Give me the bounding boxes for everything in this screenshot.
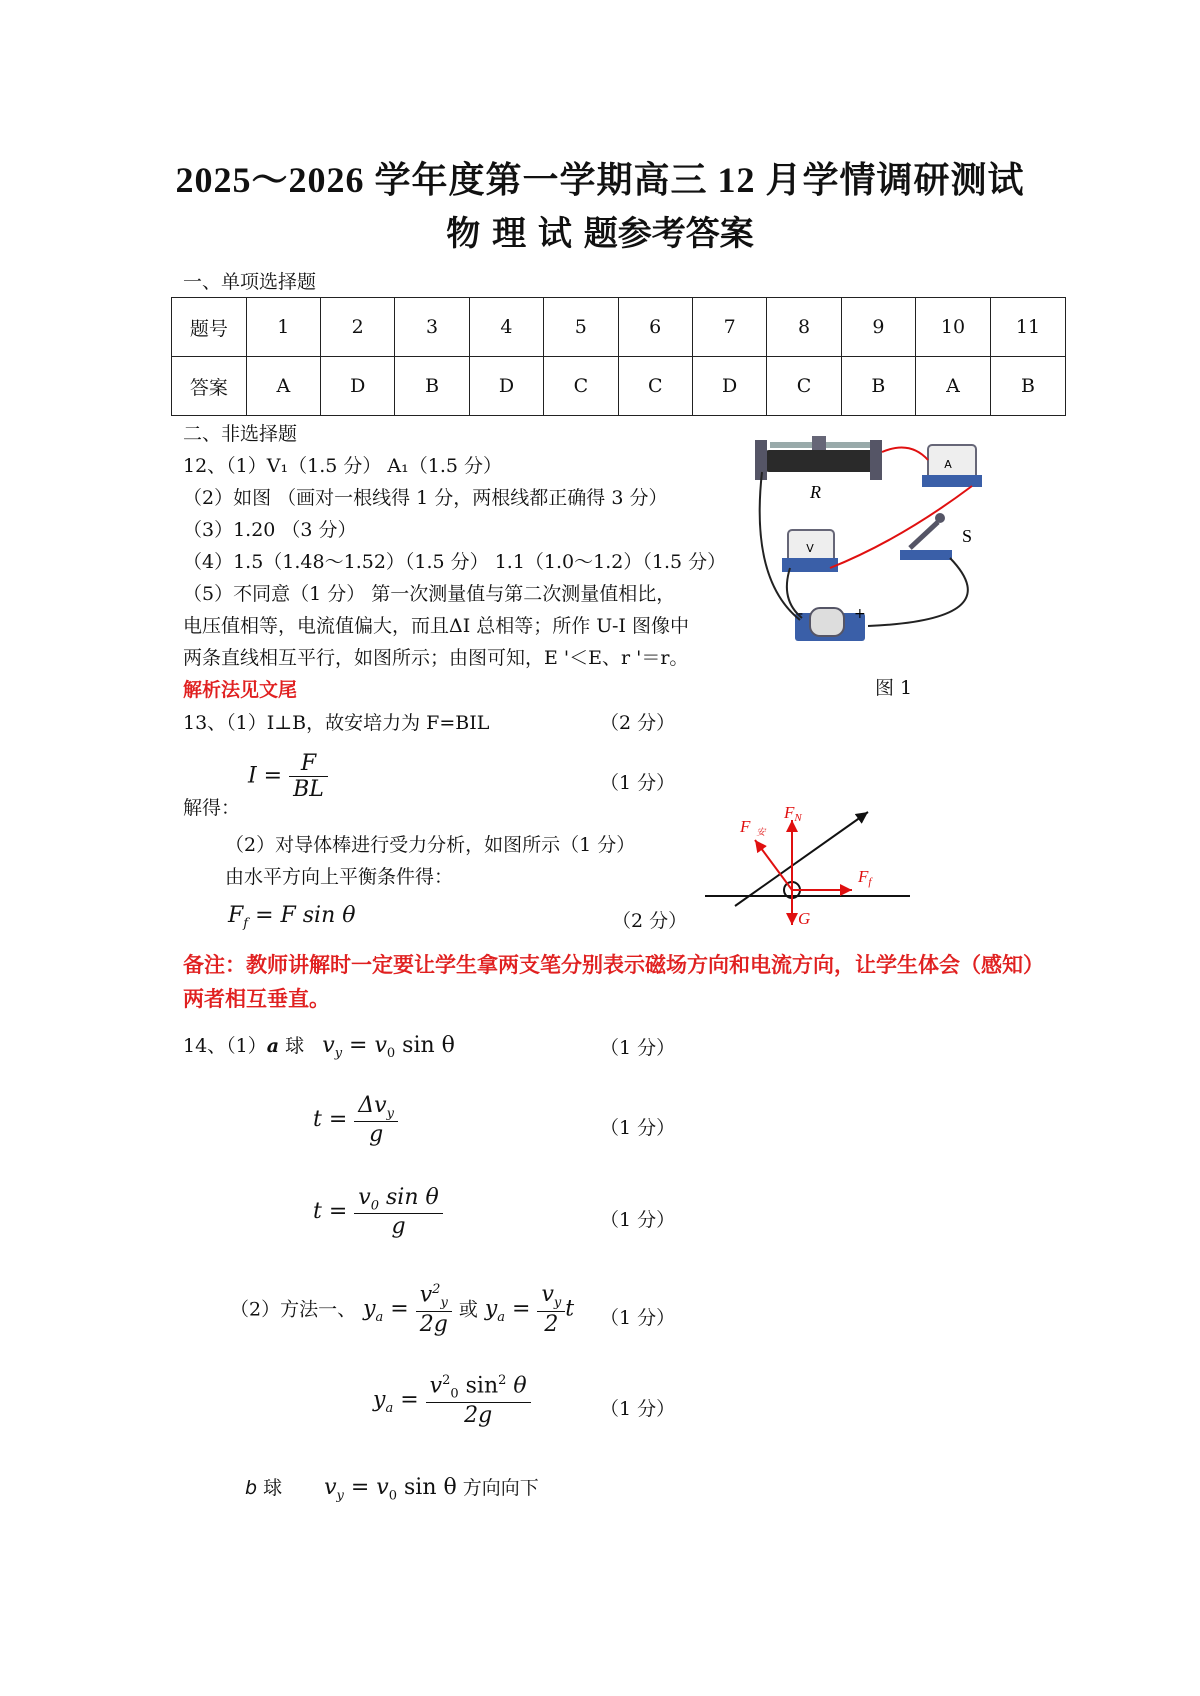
q12-line-1: 12、（1）V₁（1.5 分） A₁（1.5 分） (183, 455, 502, 477)
voltmeter-icon (782, 530, 838, 572)
q13-equation-1: I = $\frac{F}{BL}$ (248, 751, 328, 802)
wire (868, 558, 968, 626)
table-row (172, 357, 1066, 416)
q13-line-3: （2）对导体棒进行受力分析，如图所示（1 分） (225, 834, 636, 856)
table-cell: C (767, 357, 841, 416)
section-heading-2: 二、非选择题 (183, 423, 298, 445)
table-header-cell: 题号 (172, 298, 247, 357)
q14-line-1: 14、（1）a 球 $v_y = v_0$ sin θ (183, 1033, 455, 1061)
q13-equation-2: $F_f = F$ sin θ (228, 903, 356, 932)
q12-line-2: （2）如图 （画对一根线得 1 分，两根线都正确得 3 分） (183, 487, 668, 509)
q12-line-6: 电压值相等，电流值偏大，而且ΔI 总相等；所作 U-I 图像中 (183, 615, 689, 637)
table-cell: C (618, 357, 692, 416)
label-R: R (810, 482, 821, 502)
table-cell: 9 (841, 298, 915, 357)
label-FN: FN (784, 803, 802, 824)
q12-line-3: （3）1.20 （3 分） (183, 519, 357, 541)
q13-line-1: 13、（1）I⊥B，故安培力为 F=BIL (183, 712, 490, 734)
table-cell: D (320, 357, 394, 416)
page-subtitle: 物 理 试 题参考答案 (446, 214, 754, 254)
fraction: $\frac{v_0 \sin \theta}{g}$ (354, 1185, 442, 1239)
table-cell: D (469, 357, 543, 416)
q14-score-5: （1 分） (600, 1398, 676, 1420)
label-S: S (962, 526, 973, 546)
teacher-note: 备注：教师讲解时一定要让学生拿两支笔分别表示磁场方向和电流方向，让学生体会（感知）两者相互垂直。 (183, 953, 1044, 1011)
q14-equation-ya: $y_a$ = $\frac{v^2_0 \sin^2 \theta}{2g}$ (373, 1373, 531, 1428)
table-row (172, 298, 1066, 357)
q14-score-2: （1 分） (600, 1117, 676, 1139)
q14-method-1: （2）方法一、 $y_a$ = $\frac{v^2_y}{2g}$ 或 $y_a$ = $\frac{v_y}{2}$ t (230, 1282, 575, 1337)
q13-solve-label: 解得： (183, 797, 241, 819)
q14-equation-t1: t = $\frac{\Delta v_y}{g}$ (313, 1093, 398, 1147)
q12-line-5: （5）不同意（1 分） 第一次测量值与第二次测量值相比， (183, 583, 676, 605)
q13-score-2: （1 分） (600, 772, 676, 794)
q12-red-note: 解析法见文尾 (183, 679, 298, 701)
q14-score-3: （1 分） (600, 1209, 676, 1231)
table-cell: B (395, 357, 469, 416)
label-Ff: Ff (858, 867, 872, 888)
q12-line-4: （4）1.5（1.48～1.52）（1.5 分） 1.1（1.0～1.2）（1.5 分） (183, 551, 727, 573)
table-cell: 2 (320, 298, 394, 357)
q13-score-1: （2 分） (600, 712, 676, 734)
table-cell: 10 (916, 298, 991, 357)
table-header-cell: 答案 (172, 357, 247, 416)
q13-score-3: （2 分） (612, 910, 688, 932)
table-cell: B (991, 357, 1066, 416)
table-cell: 11 (991, 298, 1066, 357)
force-diagram (700, 800, 920, 930)
table-cell: 3 (395, 298, 469, 357)
fraction: $\frac{F}{BL}$ (289, 751, 328, 802)
fraction: $\frac{v_y}{2}$ (537, 1282, 565, 1336)
fraction: $\frac{\Delta v_y}{g}$ (354, 1093, 398, 1147)
ampere-force-arrow (755, 840, 792, 890)
table-cell: A (246, 357, 320, 416)
figure-1-caption: 图 1 (875, 677, 913, 699)
q14-ball-b-line: b 球 $v_y = v_0$ sin θ 方向向下 (245, 1475, 539, 1504)
table-cell: 1 (246, 298, 320, 357)
table-cell: 7 (692, 298, 766, 357)
circuit-diagram (750, 430, 990, 670)
svg-text:A: A (944, 458, 952, 471)
fraction: $\frac{v^2_y}{2g}$ (416, 1282, 452, 1337)
table-cell: 8 (767, 298, 841, 357)
field-arrow (735, 812, 868, 906)
page-title: 2025～2026 学年度第一学期高三 12 月学情调研测试 (175, 160, 1025, 200)
answer-table (171, 297, 1066, 416)
rheostat-icon (755, 436, 882, 480)
svg-text:+: + (854, 606, 866, 622)
table-cell: A (916, 357, 991, 416)
switch-icon (900, 513, 952, 560)
ammeter-icon (922, 445, 982, 487)
label-G: G (798, 909, 811, 928)
table-cell: C (544, 357, 618, 416)
section-heading-1: 一、单项选择题 (183, 271, 317, 293)
q14-score-4: （1 分） (600, 1307, 676, 1329)
table-cell: 5 (544, 298, 618, 357)
q13-line-4: 由水平方向上平衡条件得： (225, 866, 454, 888)
q14-score-1: （1 分） (600, 1037, 676, 1059)
q12-line-7: 两条直线相互平行，如图所示；由图可知，E '＜E、r '＝r。 (183, 647, 689, 669)
red-wire (882, 448, 928, 461)
table-cell: 4 (469, 298, 543, 357)
label-F-an: F安 (740, 817, 766, 837)
q14-equation-t2: t = $\frac{v_0 \sin \theta}{g}$ (313, 1185, 443, 1239)
table-cell: D (692, 357, 766, 416)
battery-icon (795, 606, 866, 641)
svg-text:-: - (798, 606, 804, 622)
table-cell: B (841, 357, 915, 416)
svg-text:V: V (806, 542, 814, 555)
table-cell: 6 (618, 298, 692, 357)
fraction: $\frac{v^2_0 \sin^2 \theta}{2g}$ (426, 1373, 531, 1428)
